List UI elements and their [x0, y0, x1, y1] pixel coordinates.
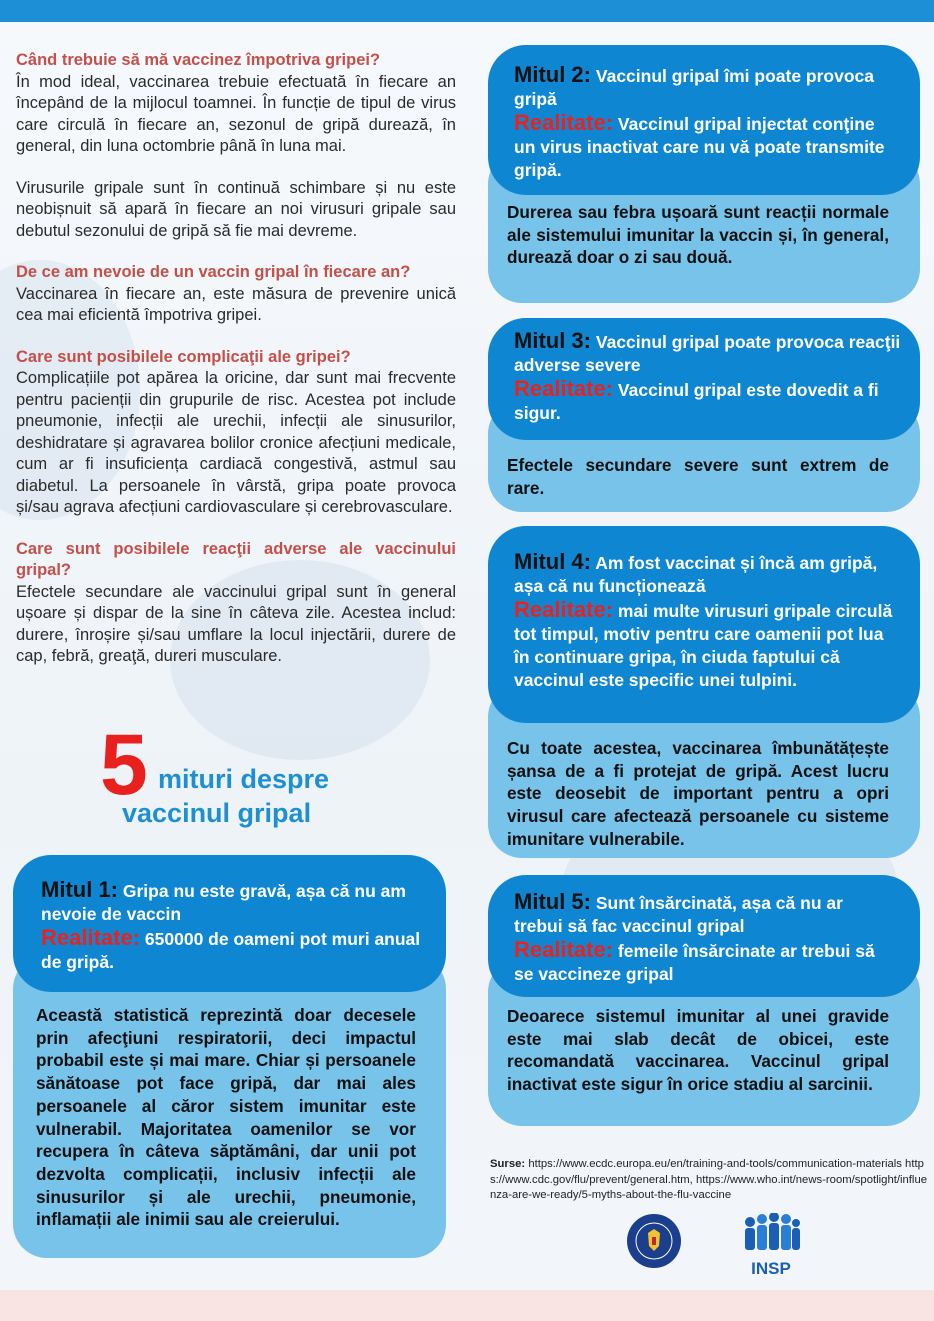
myth-detail: Cu toate acestea, vaccinarea îmbunătățește șansa de a fi protejat de gripă. Acest lucru este deosebit de important pentru a opri virusul care afectează persoanele cu sisteme imunitare vulnerabile. — [507, 738, 889, 849]
faq-answer: Vaccinarea în fiecare an, este măsura de prevenire unică cea mai eficientă împotriva gripei. — [16, 284, 456, 324]
myth-text: Vaccinul gripal îmi poate provoca gripă — [514, 66, 875, 109]
faq-section — [16, 50, 456, 688]
insp-logo-text: INSP — [751, 1259, 791, 1278]
reality-label: Realitate: — [514, 376, 614, 401]
people-group-icon — [738, 1213, 804, 1255]
bottom-band — [0, 1290, 934, 1321]
myth-label: Mitul 1: — [41, 877, 118, 902]
insp-logo — [738, 1213, 804, 1278]
headline-line-2: vaccinul gripal — [122, 798, 312, 828]
government-seal-icon — [626, 1213, 682, 1269]
top-banner-bar — [0, 0, 934, 22]
faq-question: De ce am nevoie de un vaccin gripal în fiecare an? — [16, 263, 411, 281]
myth-statement — [514, 329, 904, 425]
myth-text: Sunt însărcinată, așa că nu ar trebui să fac vaccinul gripal — [514, 893, 843, 936]
myth-text: Am fost vaccinat și încă am gripă, așa că nu funcționează — [514, 553, 878, 596]
reality-text: mai multe virusuri gripale circulă tot timpul, motiv pentru care oamenii pot lua în continuare gripa, în ciuda faptului că vaccinul este specific unei tulpini. — [514, 601, 893, 690]
reality-label: Realitate: — [514, 597, 614, 622]
government-logo — [626, 1213, 682, 1269]
myth-detail: Deoarece sistemul imunitar al unei gravide este mai slab decât de obicei, este recomandată vaccinarea. Vaccinul gripal inactivat este sigur în orice stadiu al sarcinii. — [507, 1006, 889, 1095]
myth-statement — [514, 63, 894, 182]
sources-label: Surse: — [490, 1158, 526, 1170]
faq-answer: În mod ideal, vaccinarea trebuie efectuată în fiecare an începând de la mijlocul toamnei. În funcție de tipul de virus care circulă în fiecare an, sezonul de gripă durează, în general, din luna octombrie până în luna mai. — [16, 72, 456, 155]
myth-detail: Durerea sau febra ușoară sunt reacții normale ale sistemului imunitar la vaccin și, în general, durează doar o zi sau două. — [507, 202, 889, 268]
reality-text: femeile însărcinate ar trebui să se vaccineze gripal — [514, 941, 875, 984]
reality-text: Vaccinul gripal injectat conţine un virus inactivat care nu vă poate transmite gripă. — [514, 114, 885, 180]
faq-question: Care sunt posibilele complicaţii ale gripei? — [16, 347, 351, 366]
myth-label: Mitul 3: — [514, 328, 591, 353]
myth-statement — [41, 878, 421, 974]
reality-label: Realitate: — [514, 937, 614, 962]
reality-label: Realitate: — [514, 110, 614, 135]
myth-label: Mitul 5: — [514, 889, 591, 914]
sources — [490, 1157, 930, 1204]
headline-number: 5 — [100, 717, 148, 813]
reality-text: 650000 de oameni pot muri anual de gripă. — [41, 929, 421, 972]
reality-text: Vaccinul gripal este dovedit a fi sigur. — [514, 380, 879, 423]
myth-detail: Această statistică reprezintă doar decesele prin afecţiuni respiratorii, deci impactul probabil este și mai mare. Chiar și persoanele sănătoase pot face gripă, dar mai ales persoanele al căror sistem imunitar este vulnerabil. Majoritatea oamenilor se vor recupera în câteva săptămâni, dar unii pot dezvolta complicații, inclusiv infecții ale sinusurilor și ale urechii, pneumonie, inflamații ale inimii sau ale creierului. — [36, 1005, 416, 1230]
myth-label: Mitul 2: — [514, 62, 591, 87]
faq-answer: Virusurile gripale sunt în continuă schimbare și nu este neobișnuit să apară în fiecare an noi virusuri gripale sau debutul sezonului de gripă să fie mai devreme. — [16, 178, 456, 240]
reality-label: Realitate: — [41, 925, 141, 950]
myth-label: Mitul 4: — [514, 549, 591, 574]
myth-text: Vaccinul gripal poate provoca reacţii adverse severe — [514, 332, 901, 375]
headline — [100, 717, 400, 830]
myth-statement — [514, 890, 894, 986]
faq-answer: Complicațiile pot apărea la oricine, dar sunt mai frecvente pentru pacienții din grupurile de risc. Acestea pot include pneumonie, infecții ale urechii, infecții ale sinusurilor, deshidratare și agravarea bolilor cronice afecțiuni medicale, cum ar fi insuficiența cardiacă congestivă, astmul sau diabetul. La persoanele în vârstă, gripa poate provoca și/sau agrava afecțiuni cardiovasculare și cerebrovasculare. — [16, 369, 456, 516]
headline-line-1: mituri despre — [158, 764, 330, 794]
faq-question: Când trebuie să mă vaccinez împotriva gripei? — [16, 51, 381, 69]
faq-answer: Efectele secundare ale vaccinului gripal sunt în general ușoare și dispar de la sine în câteva zile. Acestea includ: durere, înroșire și/sau umflare la locul injectării, durere de cap, febră, greaţă, dureri musculare. — [16, 582, 456, 665]
sources-text: https://www.ecdc.europa.eu/en/training-and-tools/communication-materials https://www.cdc.gov/flu/prevent/general.htm, https://www.who.int/news-room/spotlight/influenza-are-we-ready/5-myths-about-the-flu-vaccine — [490, 1158, 928, 1201]
myth-detail: Efectele secundare severe sunt extrem de rare. — [507, 455, 889, 498]
myth-text: Gripa nu este gravă, așa că nu am nevoie de vaccin — [41, 881, 406, 924]
faq-question: Care sunt posibilele reacţii adverse ale vaccinului gripal? — [16, 539, 456, 579]
myth-statement — [514, 550, 894, 692]
